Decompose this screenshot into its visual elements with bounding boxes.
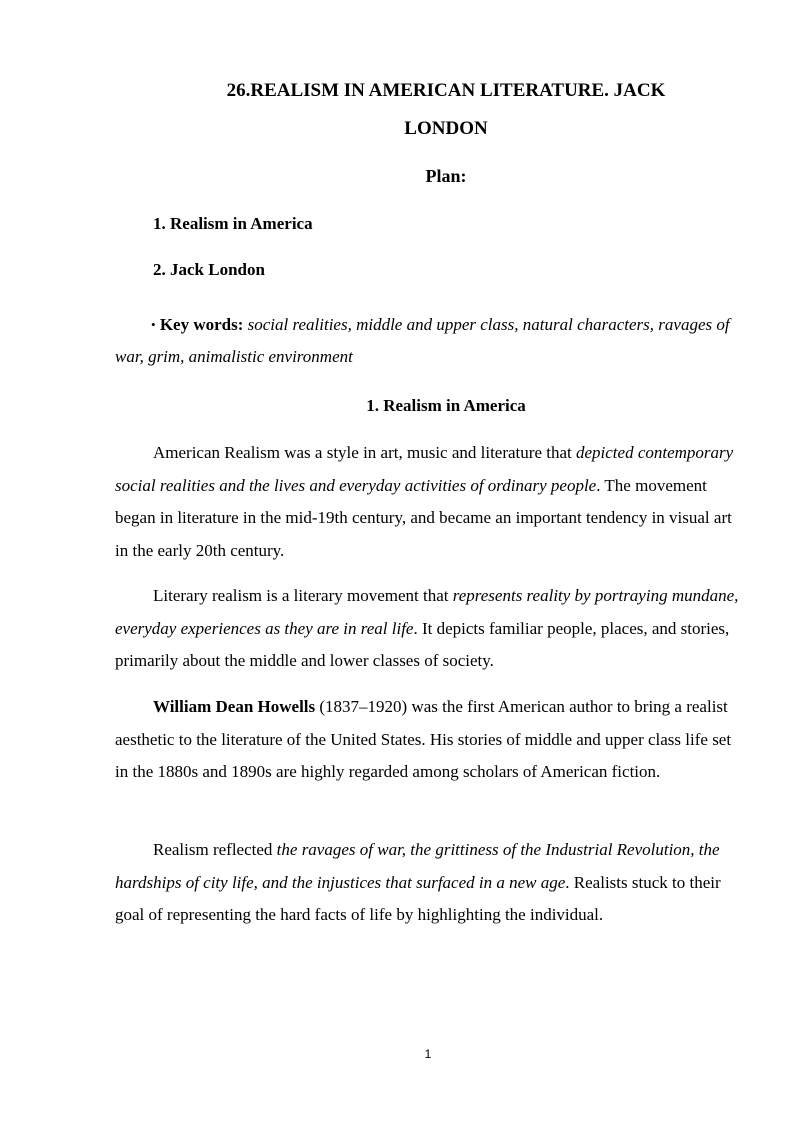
paragraph-emphasis: depicted contemporary social realities and the lives and everyday activities of ordinary people [115,443,734,495]
paragraph-text: (1837–1920) was the first American author to bring a realist aesthetic to the literature of the United States. His stories of middle and upper class life set in the 1880s and 1890s are highly regarded among scholars of American fiction. [115,697,732,781]
document-title [150,72,742,148]
body-paragraph [115,437,747,567]
title-line-1: 26.REALISM IN AMERICAN LITERATURE. JACK [226,80,666,101]
paragraph-text: American Realism was a style in art, music and literature that [153,443,576,462]
keywords-text: social realities, middle and upper class, natural characters, ravages of war, grim, animalistic environment [115,315,730,366]
bullet-icon: • [151,317,156,332]
paragraph-text: Realism reflected [153,840,277,859]
author-name: William Dean Howells [153,697,316,716]
title-line-2: LONDON [404,118,488,139]
paragraph-emphasis: represents reality by portraying mundane, everyday experiences as they are in real life [115,586,739,638]
page-number: 1 [424,1047,432,1061]
paragraph-text: . Realists stuck to their goal of representing the hard facts of life by highlighting the individual. [115,872,721,924]
keywords-paragraph [115,309,745,373]
paragraph-text: . It depicts familiar people, places, and stories, primarily about the middle and lower classes of society. [115,618,730,670]
paragraph-text: . The movement began in literature in the mid-19th century, and became an important tendency in visual art in the early 20th century. [115,475,732,560]
body-paragraph [115,834,747,932]
plan-heading: Plan: [425,166,467,186]
keywords-label: Key words: [159,315,244,334]
body-paragraph [115,691,747,789]
plan-item: 1. Realism in America [153,214,313,233]
paragraph-text: Literary realism is a literary movement that [153,586,453,605]
paragraph-emphasis: the ravages of war, the grittiness of the Industrial Revolution, the hardships of city life, and the injustices that surfaced in a new age [115,840,720,892]
plan-item: 2. Jack London [153,260,265,279]
section-heading: 1. Realism in America [366,396,526,415]
body-paragraph [115,580,747,678]
